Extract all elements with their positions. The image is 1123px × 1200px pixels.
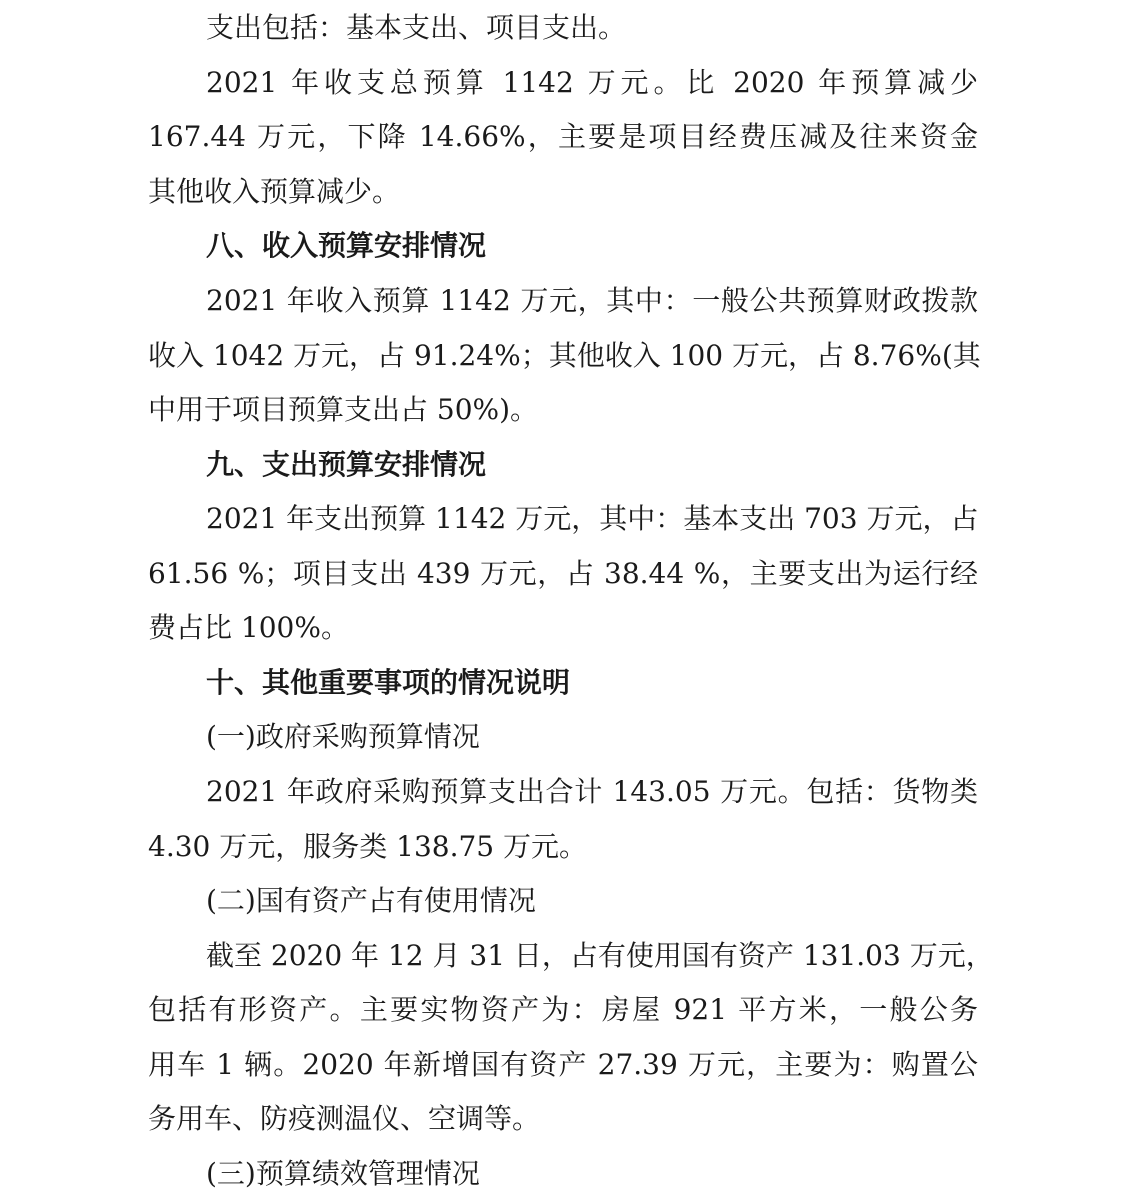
paragraph-line: 收入 1042 万元，占 91.24%；其他收入 100 万元，占 8.76%(其 — [148, 339, 981, 372]
paragraph-line: 2021 年收支总预算 1142 万元。比 2020 年预算减少 — [206, 66, 978, 99]
paragraph-line: 167.44 万元，下降 14.66%，主要是项目经费压减及往来资金 — [148, 120, 978, 153]
paragraph-line: 用车 1 辆。2020 年新增国有资产 27.39 万元，主要为：购置公 — [148, 1048, 978, 1081]
paragraph-line: 其他收入预算减少。 — [148, 175, 401, 208]
section-heading-income: 八、收入预算安排情况 — [206, 229, 487, 262]
paragraph-line: 务用车、防疫测温仪、空调等。 — [148, 1102, 541, 1135]
paragraph-line: 2021 年支出预算 1142 万元，其中：基本支出 703 万元，占 — [206, 502, 979, 535]
paragraph-line: 2021 年政府采购预算支出合计 143.05 万元。包括：货物类 — [206, 775, 978, 808]
paragraph-line: 4.30 万元，服务类 138.75 万元。 — [148, 830, 588, 863]
subsection-heading-procurement: (一)政府采购预算情况 — [206, 720, 480, 753]
paragraph-line: 费占比 100%。 — [148, 611, 349, 644]
paragraph-line: 支出包括：基本支出、项目支出。 — [206, 11, 627, 44]
subsection-heading-state-assets: (二)国有资产占有使用情况 — [206, 884, 536, 917]
section-heading-expenditure: 九、支出预算安排情况 — [206, 448, 487, 481]
paragraph-line: 截至 2020 年 12 月 31 日，占有使用国有资产 131.03 万元， — [206, 939, 994, 972]
subsection-heading-performance: (三)预算绩效管理情况 — [206, 1157, 480, 1190]
paragraph-line: 2021 年收入预算 1142 万元，其中：一般公共预算财政拨款 — [206, 284, 978, 317]
paragraph-line: 61.56 %；项目支出 439 万元，占 38.44 %，主要支出为运行经 — [148, 557, 978, 590]
paragraph-line: 包括有形资产。主要实物资产为：房屋 921 平方米，一般公务 — [148, 993, 978, 1026]
paragraph-line: 中用于项目预算支出占 50%)。 — [148, 393, 539, 426]
section-heading-other-matters: 十、其他重要事项的情况说明 — [206, 666, 571, 699]
